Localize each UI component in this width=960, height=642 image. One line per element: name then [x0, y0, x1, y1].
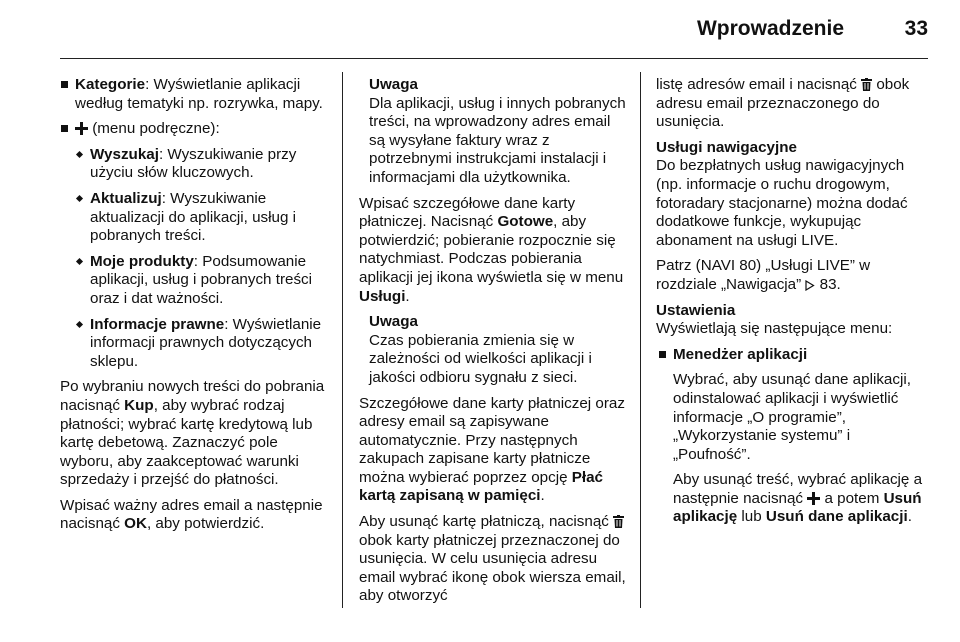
square-bullet-icon — [61, 125, 68, 132]
header-divider — [60, 58, 928, 59]
sub-item-aktualizuj: Aktualizuj: Wyszukiwanie aktualizacji do aplikacji, usług i pobranych treści. — [75, 190, 326, 246]
app-manager-body: Wybrać, aby usunąć dane aplikacji, odinstalować aplikacji i wyświetlić informacje „O programie”, „Wykorzystanie systemu” i „Poufność”. Aby usunąć treść, wybrać aplikację a następnie nacisnąć a potem Usuń aplikację lub Usuń dane aplikacji. — [673, 371, 923, 526]
paragraph-delete-email: listę adresów email i nacisnąć obok adresu email przeznaczonego do usunięcia. — [656, 76, 910, 131]
column-3 — [656, 76, 928, 534]
paragraph-card-details: Wpisać szczegółowe dane karty płatniczej. Nacisnąć Gotowe, aby potwierdzić; pobieranie rozpocznie się natychmiast. Podczas pobierania aplikacji jej ikona wyświetla się w menu Usługi. — [359, 194, 624, 305]
paragraph-settings: Wyświetlają się następujące menu: — [656, 320, 893, 338]
paragraph-navigation-services: Do bezpłatnych usług nawigacyjnych (np. informacje o ruchu drogowym, fotoradary stacjonarne) można dodać dodatkowe funkcje, wykupując abonament na usługi LIVE. — [656, 157, 908, 249]
trash-icon — [613, 515, 624, 528]
list-item-menu: (menu podręczne): — [60, 120, 326, 139]
plus-icon — [75, 122, 88, 135]
page-reference[interactable]: 83 — [819, 275, 837, 293]
paragraph-email: Wpisać ważny adres email a następnie nacisnąć OK, aby potwierdzić. — [60, 496, 323, 533]
paragraph-delete-card: Aby usunąć kartę płatniczą, nacisnąć obok karty płatniczej przeznaczonej do usunięcia. W celu usunięcia adresu email wybrać ikonę obok wiersza email, aby otworzyć — [359, 513, 626, 605]
page-ref-arrow-icon — [805, 280, 815, 291]
heading-settings: Ustawienia — [656, 301, 736, 319]
diamond-bullet-icon — [76, 195, 83, 202]
plus-icon — [807, 492, 820, 505]
list-item-app-manager: Menedżer aplikacji — [658, 346, 928, 365]
page-title: Wprowadzenie — [696, 17, 844, 40]
heading-navigation-services: Usługi nawigacyjne — [656, 138, 797, 156]
page-number: 33 — [904, 17, 928, 40]
column-2 — [359, 76, 627, 613]
square-bullet-icon — [659, 351, 666, 358]
sub-item-wyszukaj: Wyszukaj: Wyszukiwanie przy użyciu słów kluczowych. — [75, 146, 326, 183]
page-header — [60, 0, 928, 62]
list-item-kategorie: Kategorie: Wyświetlanie aplikacji według tematyki np. rozrywka, mapy. — [60, 76, 326, 113]
note-download-time: Uwaga Czas pobierania zmienia się w zależności od wielkości aplikacji i jakości odbioru sygnału z sieci. — [369, 313, 592, 386]
square-bullet-icon — [61, 81, 68, 88]
paragraph-see-also: Patrz (NAVI 80) „Usługi LIVE” w rozdziale „Nawigacja” 83. — [656, 257, 871, 293]
paragraph-purchase: Po wybraniu nowych treści do pobrania nacisnąć Kup, aby wybrać rodzaj płatności; wybrać kartę kredytową lub kartę debetową. Zaznaczyć pole wyboru, aby zaakceptować warunki sprzedaży i przejść do płatności. — [60, 378, 325, 489]
diamond-bullet-icon — [76, 320, 83, 327]
column-1 — [60, 76, 326, 541]
trash-icon — [861, 78, 872, 91]
diamond-bullet-icon — [76, 258, 83, 265]
column-divider — [640, 72, 641, 608]
paragraph-saved-cards: Szczegółowe dane karty płatniczej oraz adresy email są zapisywane automatycznie. Przy następnych zakupach zapisane karty płatnicze można wybierać poprzez opcję Płać kartą zapisaną w pamięci. — [359, 394, 625, 505]
sub-item-moje-produkty: Moje produkty: Podsumowanie aplikacji, usług i pobranych treści oraz i dat ważności. — [75, 253, 326, 309]
diamond-bullet-icon — [76, 151, 83, 158]
sub-item-informacje-prawne: Informacje prawne: Wyświetlanie informacji prawnych dotyczących sklepu. — [75, 316, 326, 372]
note-invoices: Uwaga Dla aplikacji, usług i innych pobranych treści, na wprowadzony adres email są wysyłane faktury wraz z potrzebnymi instrukcjami instalacji i informacjami dla użytkownika. — [369, 76, 626, 186]
column-divider — [342, 72, 343, 608]
